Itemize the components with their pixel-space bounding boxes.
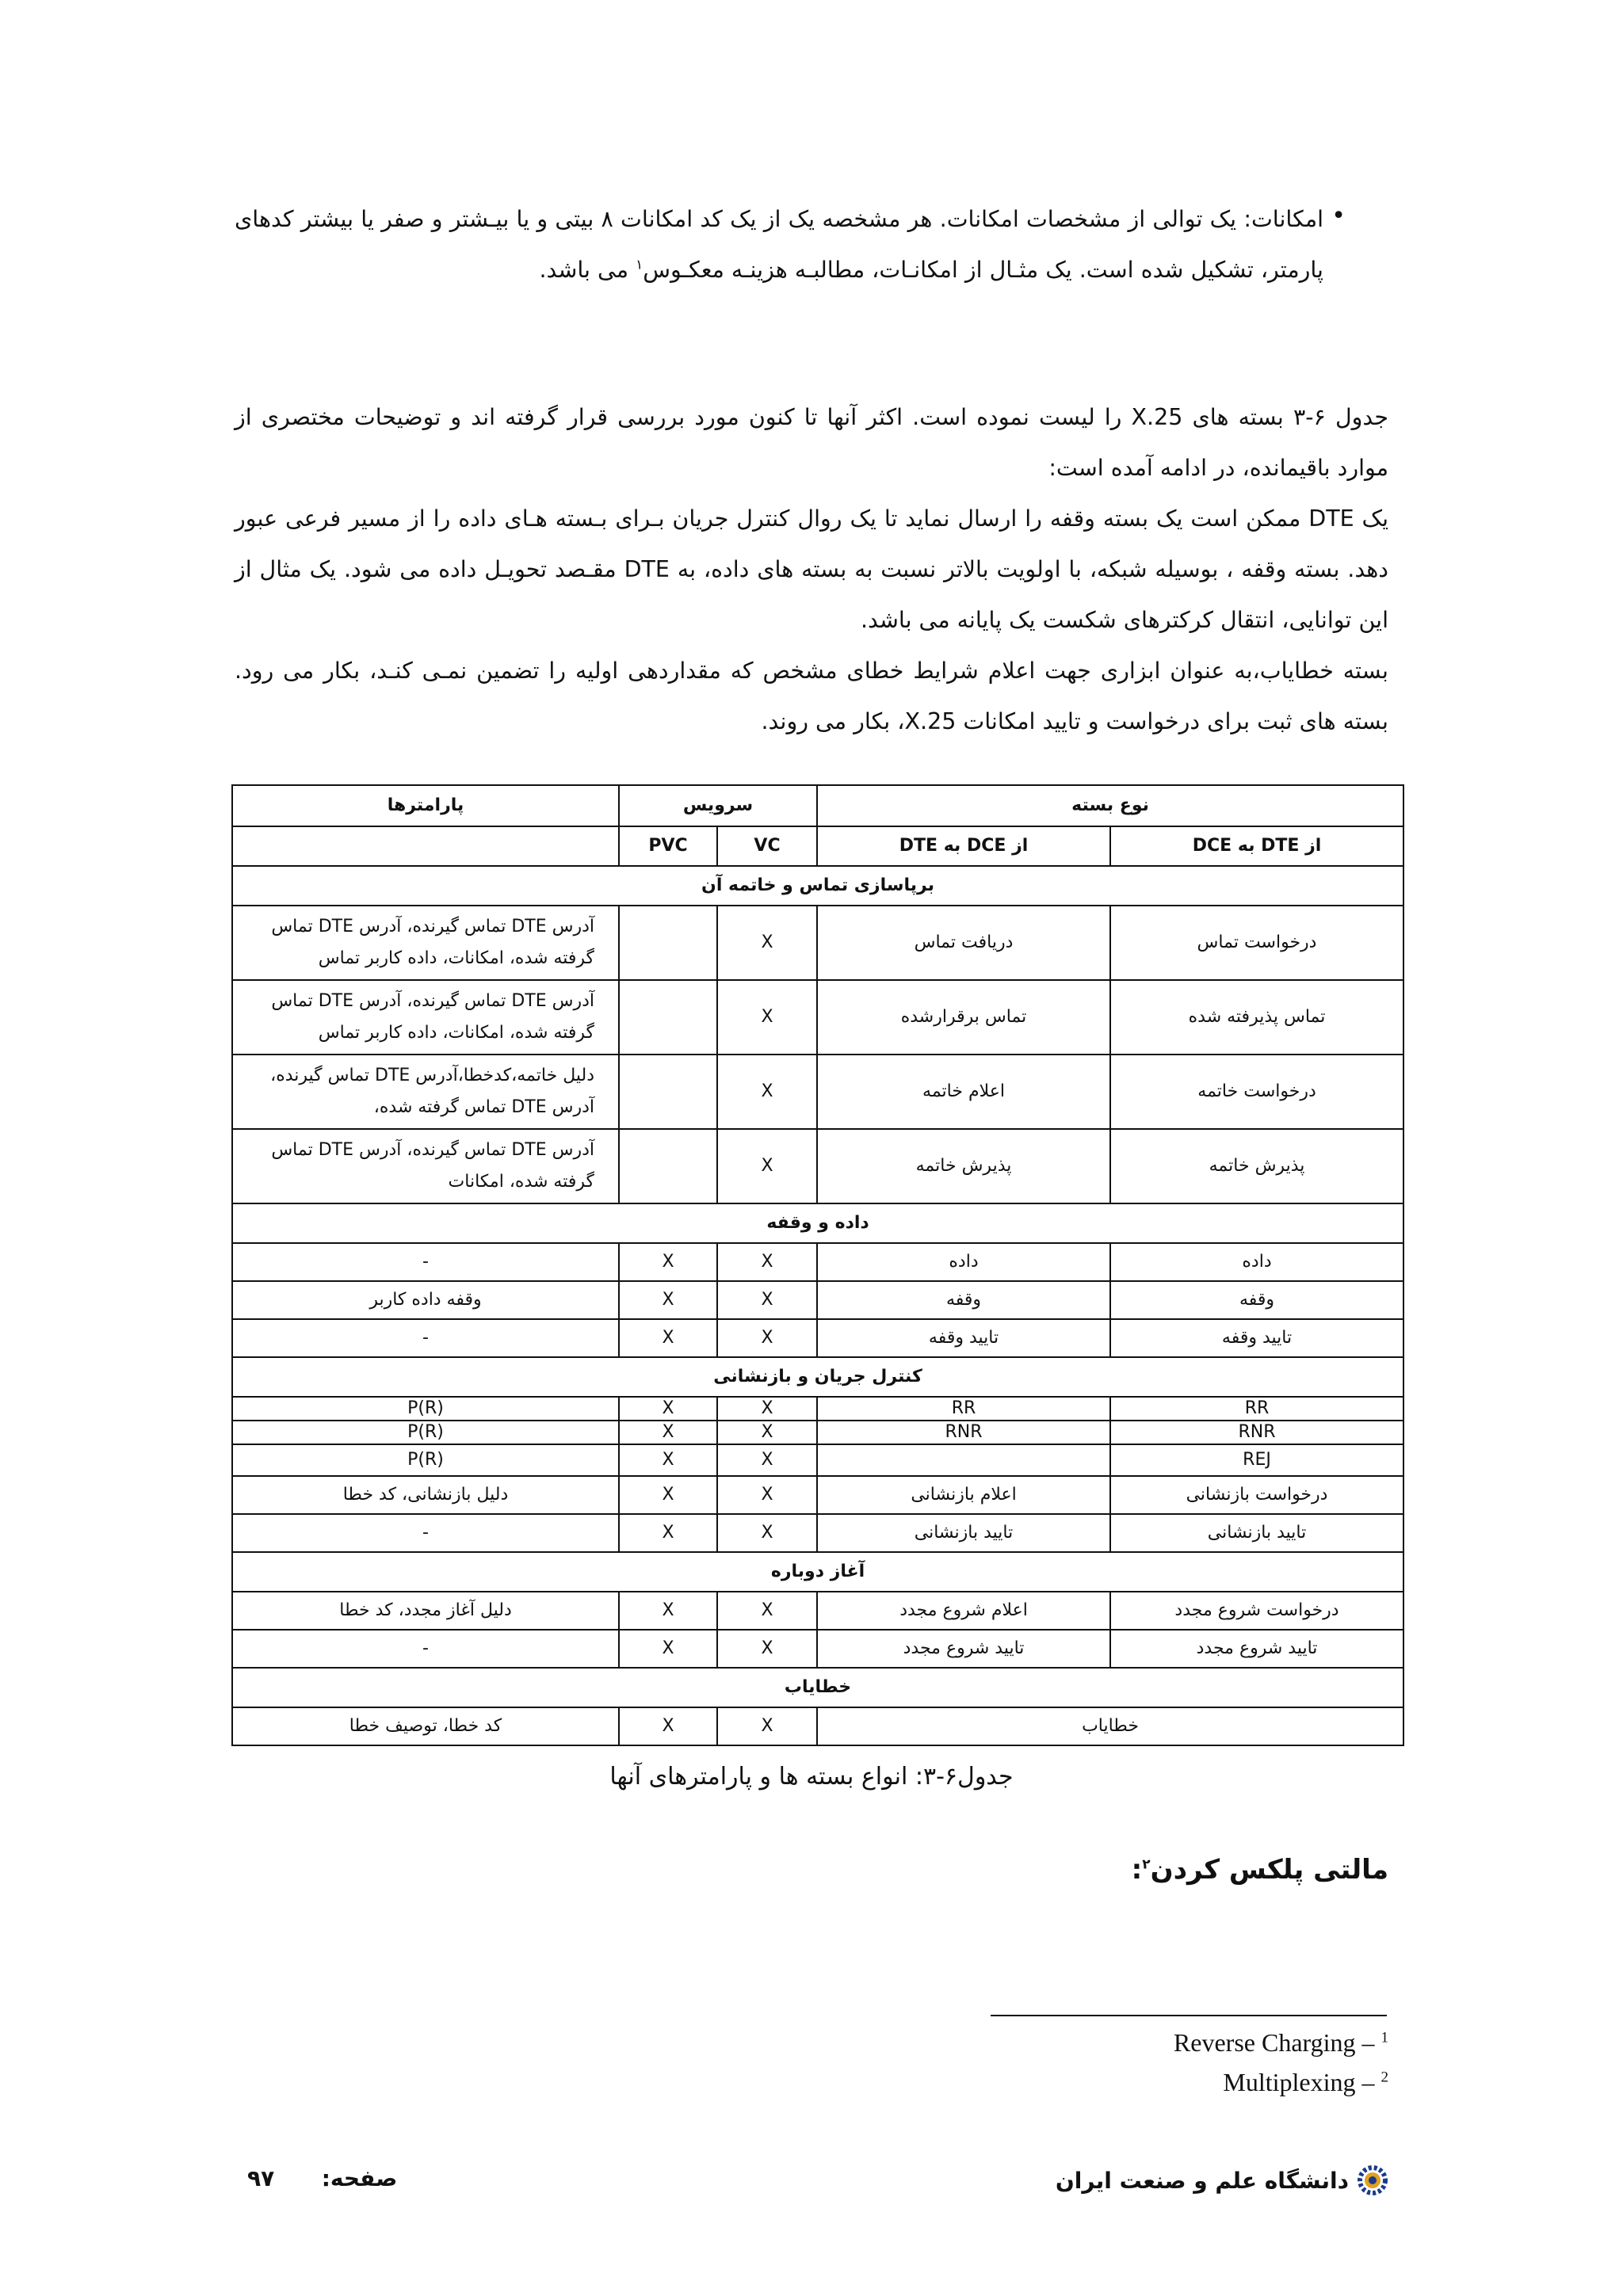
header-service: سرویس (619, 785, 817, 826)
table-row (232, 980, 1403, 1055)
table-caption: جدول۶-۳: انواع بسته ها و پارامترهای آنها (609, 1763, 1014, 1791)
cell-params: دلیل خاتمه،کدخطا،آدرس DTE تماس گیرنده، آدرس DTE تماس گرفته شده، (232, 1055, 619, 1129)
cell-pvc: X (619, 1421, 717, 1444)
packet-types-table (231, 784, 1404, 1746)
cell-dte-dce: داده (1110, 1243, 1403, 1281)
cell-params: آدرس DTE تماس گیرنده، آدرس DTE تماس گرفته شده، امکانات، داده کاربر تماس (232, 980, 619, 1055)
section-heading (1132, 1854, 1388, 1886)
cell-params: P(R) (232, 1444, 619, 1476)
cell-params: - (232, 1319, 619, 1357)
bullet-icon: • (1331, 202, 1346, 230)
cell-pvc: X (619, 1630, 717, 1668)
cell-pvc: X (619, 1476, 717, 1514)
cell-dce-dte (817, 1444, 1110, 1476)
cell-pvc: X (619, 1592, 717, 1630)
paragraph-diagnostic: بسته خطایاب،به عنوان ابزاری جهت اعلام شرایط خطای مشخص که مقداردهی اولیه را تضمین نمـی کنـد، بکار می رود. بسته های ثبت برای درخواست و تایید امکانات X.25، بکار می روند. (235, 658, 1388, 734)
cell-params: آدرس DTE تماس گیرنده، آدرس DTE تماس گرفته شده، امکانات (232, 1129, 619, 1203)
cell-dte-dce: RR (1110, 1397, 1403, 1421)
table-row (232, 1129, 1403, 1203)
group-restart: آغاز دوباره (232, 1552, 1403, 1592)
page-number-block (247, 2165, 397, 2191)
table-row (232, 1514, 1403, 1552)
table-row (232, 1055, 1403, 1129)
cell-dce-dte: اعلام خاتمه (817, 1055, 1110, 1129)
cell-params: P(R) (232, 1421, 619, 1444)
cell-params: P(R) (232, 1397, 619, 1421)
paragraph-facilities-text: امکانات: یک توالی از مشخصات امکانات. هر مشخصه یک از یک کد امکانات ۸ بیتی و یا بیـشتر و صفر یا بیشتر کدهای پارمتر، تشکیل شده است. یک مثـال از امکانـات، مطالبـه هزینـه معکـوس (235, 206, 1323, 283)
header-parameters: پارامترها (232, 785, 619, 826)
table-row (232, 1476, 1403, 1514)
header-dte-to-dce: از DTE به DCE (1110, 826, 1403, 866)
cell-params: دلیل بازنشانی، کد خطا (232, 1476, 619, 1514)
cell-pvc: X (619, 1243, 717, 1281)
footnote-divider (991, 2015, 1387, 2016)
group-row (232, 1357, 1403, 1397)
cell-vc: X (717, 1319, 817, 1357)
table-header-row (232, 785, 1403, 826)
cell-dte-dce: درخواست تماس (1110, 906, 1403, 980)
cell-vc: X (717, 1514, 817, 1552)
cell-dce-dte: اعلام شروع مجدد (817, 1592, 1110, 1630)
cell-params: - (232, 1630, 619, 1668)
table-row (232, 1444, 1403, 1476)
university-logo-icon (1357, 2164, 1388, 2196)
table-row (232, 1397, 1403, 1421)
footnote-ref-2: ۲ (1142, 1856, 1151, 1873)
cell-vc: X (717, 980, 817, 1055)
group-row (232, 1668, 1403, 1707)
cell-vc: X (717, 1397, 817, 1421)
cell-dte-dce: RNR (1110, 1421, 1403, 1444)
cell-dte-dce: REJ (1110, 1444, 1403, 1476)
cell-pvc: X (619, 1281, 717, 1319)
cell-dce-dte: وقفه (817, 1281, 1110, 1319)
group-flow-control: کنترل جریان و بازنشانی (232, 1357, 1403, 1397)
cell-pvc (619, 906, 717, 980)
cell-dce-dte: اعلام بازنشانی (817, 1476, 1110, 1514)
header-pvc: PVC (619, 826, 717, 866)
cell-pvc: X (619, 1444, 717, 1476)
cell-params: آدرس DTE تماس گیرنده، آدرس DTE تماس گرفته شده، امکانات، داده کاربر تماس (232, 906, 619, 980)
footnote-1-number: 1 (1381, 2029, 1388, 2046)
group-row (232, 1552, 1403, 1592)
cell-vc: X (717, 1444, 817, 1476)
cell-params: - (232, 1243, 619, 1281)
cell-dce-dte: تایید بازنشانی (817, 1514, 1110, 1552)
table-subheader-row (232, 826, 1403, 866)
cell-dte-dce: تایید وقفه (1110, 1319, 1403, 1357)
cell-both-directions: خطایاب (817, 1707, 1403, 1745)
footnote-2 (1223, 2068, 1388, 2097)
page-label: صفحه: (321, 2165, 398, 2191)
paragraph-table-intro: جدول ۶-۳ بسته های X.25 را لیست نموده است. اکثر آنها تا کنون مورد بررسی قرار گرفته اند و توضیحات مختصری از موارد باقیمانده، در ادامه آمده است: (235, 404, 1389, 481)
cell-pvc (619, 980, 717, 1055)
header-dce-to-dte: از DCE به DTE (817, 826, 1110, 866)
cell-dce-dte: داده (817, 1243, 1110, 1281)
section-heading-colon: : (1131, 1854, 1143, 1886)
cell-vc: X (717, 1281, 817, 1319)
table-row (232, 1592, 1403, 1630)
group-row (232, 1203, 1403, 1243)
cell-vc: X (717, 906, 817, 980)
cell-dce-dte: دریافت تماس (817, 906, 1110, 980)
paragraph-facilities-end: می باشد. (539, 257, 636, 283)
cell-dce-dte: تایید شروع مجدد (817, 1630, 1110, 1668)
cell-pvc: X (619, 1397, 717, 1421)
cell-vc: X (717, 1592, 817, 1630)
cell-pvc: X (619, 1707, 717, 1745)
footer-university (1056, 2164, 1388, 2196)
cell-pvc (619, 1055, 717, 1129)
cell-params: وقفه داده کاربر (232, 1281, 619, 1319)
university-name: دانشگاه علم و صنعت ایران (1055, 2167, 1349, 2194)
table-row (232, 1630, 1403, 1668)
group-data-interrupt: داده و وقفه (232, 1203, 1403, 1243)
cell-dte-dce: درخواست خاتمه (1110, 1055, 1403, 1129)
cell-pvc: X (619, 1319, 717, 1357)
cell-vc: X (717, 1129, 817, 1203)
footnote-ref-1: ۱ (636, 257, 643, 273)
cell-pvc (619, 1129, 717, 1203)
cell-vc: X (717, 1421, 817, 1444)
paragraph-facilities (235, 194, 1323, 296)
table-row (232, 906, 1403, 980)
section-heading-text: مالتی پلکس کردن (1150, 1854, 1388, 1886)
cell-dte-dce: تایید بازنشانی (1110, 1514, 1403, 1552)
header-params-blank (232, 826, 619, 866)
cell-dte-dce: تماس پذیرفته شده (1110, 980, 1403, 1055)
cell-dce-dte: تماس برقرارشده (817, 980, 1110, 1055)
footnote-1-text: Reverse Charging – (1173, 2028, 1381, 2057)
group-row (232, 866, 1403, 906)
cell-vc: X (717, 1707, 817, 1745)
footnote-2-text: Multiplexing – (1223, 2068, 1381, 2096)
group-call-setup: برپاسازی تماس و خاتمه آن (232, 866, 1403, 906)
cell-dte-dce: درخواست بازنشانی (1110, 1476, 1403, 1514)
cell-vc: X (717, 1630, 817, 1668)
footnote-2-number: 2 (1381, 2069, 1388, 2086)
footnote-1 (1174, 2028, 1388, 2058)
cell-dte-dce: پذیرش خاتمه (1110, 1129, 1403, 1203)
cell-params: کد خطا، توصیف خطا (232, 1707, 619, 1745)
cell-vc: X (717, 1243, 817, 1281)
group-diagnostic: خطایاب (232, 1668, 1403, 1707)
cell-dce-dte: RNR (817, 1421, 1110, 1444)
cell-params: - (232, 1514, 619, 1552)
cell-dce-dte: پذیرش خاتمه (817, 1129, 1110, 1203)
cell-params: دلیل آغاز مجدد، کد خطا (232, 1592, 619, 1630)
cell-vc: X (717, 1476, 817, 1514)
cell-dte-dce: تایید شروع مجدد (1110, 1630, 1403, 1668)
cell-dte-dce: درخواست شروع مجدد (1110, 1592, 1403, 1630)
cell-pvc: X (619, 1514, 717, 1552)
cell-dce-dte: RR (817, 1397, 1110, 1421)
header-packet-type: نوع بسته (817, 785, 1403, 826)
table-row (232, 1707, 1403, 1745)
cell-dce-dte: تایید وقفه (817, 1319, 1110, 1357)
table-row (232, 1243, 1403, 1281)
paragraph-interrupt: یک DTE ممکن است یک بسته وقفه را ارسال نماید تا یک روال کنترل جریان بـرای بـسته هـای داده را از مسیر فرعی عبور دهد. بسته وقفه ، بوسیله شبکه، با اولویت بالاتر نسبت به بسته های داده، به DTE مقـصد تحویـل داده می شود. یک مثال از این توانایی، انتقال کرکترهای شکست یک پایانه می باشد. (235, 505, 1389, 633)
page-number: ۹۷ (247, 2165, 275, 2191)
table-row (232, 1421, 1403, 1444)
cell-dte-dce: وقفه (1110, 1281, 1403, 1319)
table-row (232, 1281, 1403, 1319)
table-row (232, 1319, 1403, 1357)
header-vc: VC (717, 826, 817, 866)
cell-vc: X (717, 1055, 817, 1129)
